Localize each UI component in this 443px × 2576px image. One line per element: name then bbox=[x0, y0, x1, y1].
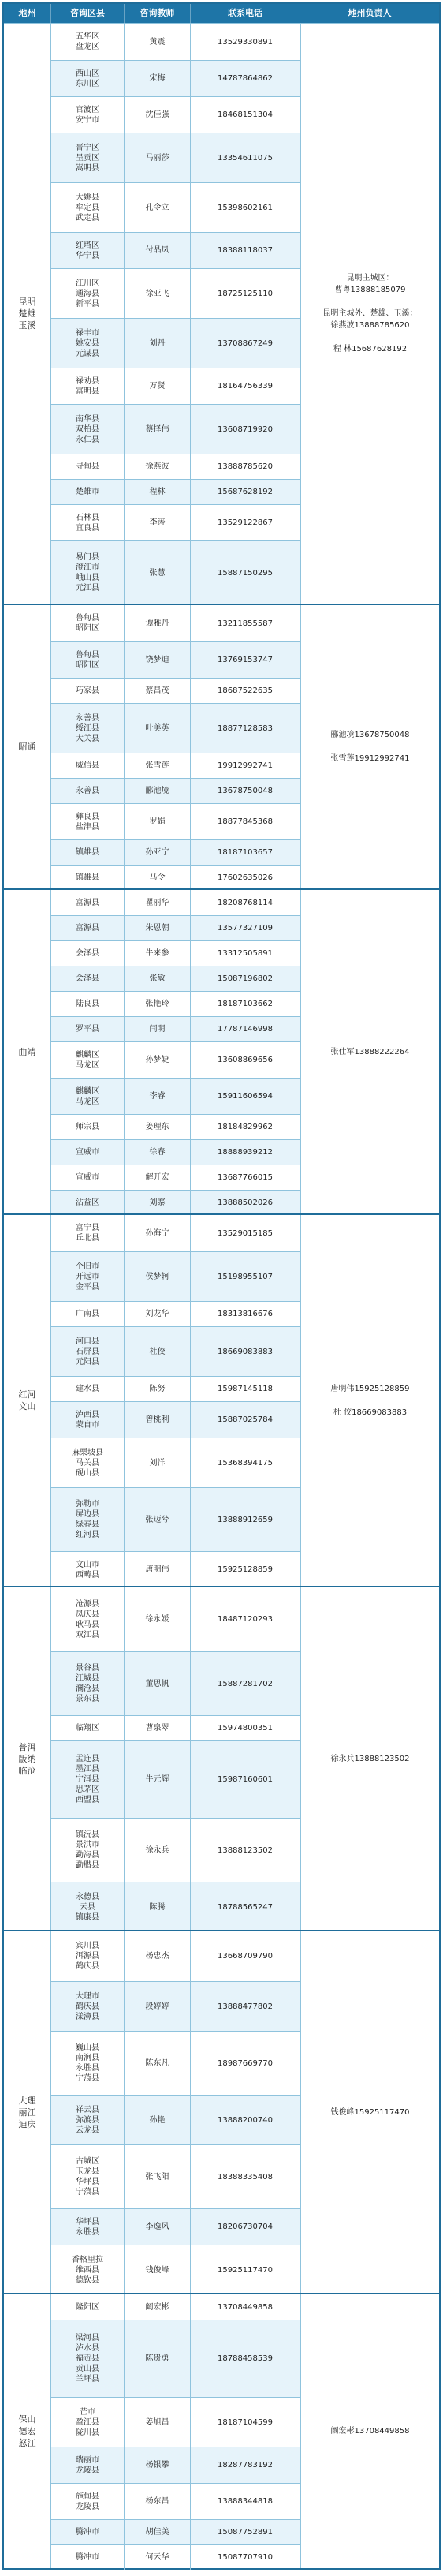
phone-cell: 18468151304 bbox=[191, 97, 300, 133]
phone-cell: 18313816676 bbox=[191, 1302, 300, 1326]
district-cell: 禄丰市 姚安县 元谋县 bbox=[51, 319, 125, 368]
district-cell: 鲁甸县 昭阳区 bbox=[51, 642, 125, 678]
phone-cell: 13888344818 bbox=[191, 2484, 300, 2519]
teacher-cell: 阚宏彬 bbox=[125, 2294, 191, 2320]
teacher-cell: 刘寨 bbox=[125, 1191, 191, 1215]
district-cell: 石林县 宜良县 bbox=[51, 505, 125, 540]
manager-cell: 昆明主城区： 曹粤13888185079 昆明主城外、楚雄、玉溪： 徐燕波13888785620 程 林15687628192 bbox=[300, 24, 439, 604]
district-cell: 大理市 鹤庆县 漾濞县 bbox=[51, 1982, 125, 2031]
phone-cell: 15987145118 bbox=[191, 1377, 300, 1401]
prefecture-cell: 大理 丽江 迪庆 bbox=[4, 1931, 51, 2293]
district-cell: 红塔区 华宁县 bbox=[51, 233, 125, 268]
contact-table bbox=[2, 2, 441, 2570]
phone-cell: 17787146998 bbox=[191, 1017, 300, 1041]
teacher-cell: 杨忠杰 bbox=[125, 1931, 191, 1981]
district-cell: 威信县 bbox=[51, 753, 125, 778]
teacher-cell: 孔令立 bbox=[125, 183, 191, 232]
phone-cell: 13888477802 bbox=[191, 1982, 300, 2031]
teacher-cell: 陈腾 bbox=[125, 1882, 191, 1931]
district-cell: 镇雄县 bbox=[51, 866, 125, 890]
phone-cell: 18184829962 bbox=[191, 1115, 300, 1139]
teacher-cell: 谭雅丹 bbox=[125, 605, 191, 641]
district-cell: 富源县 bbox=[51, 890, 125, 915]
phone-cell: 13608869656 bbox=[191, 1042, 300, 1078]
teacher-cell: 叶美英 bbox=[125, 704, 191, 753]
district-cell: 沾益区 bbox=[51, 1191, 125, 1215]
phone-cell: 13708449858 bbox=[191, 2294, 300, 2320]
teacher-cell: 徐亚飞 bbox=[125, 269, 191, 318]
district-cell: 建水县 bbox=[51, 1377, 125, 1401]
teacher-cell: 张飞阳 bbox=[125, 2145, 191, 2208]
region-group bbox=[4, 1586, 439, 1930]
district-cell: 楚雄市 bbox=[51, 480, 125, 504]
district-cell: 隆阳区 bbox=[51, 2294, 125, 2320]
phone-cell: 18487120293 bbox=[191, 1587, 300, 1651]
manager-cell: 张仕军13888222264 bbox=[300, 890, 439, 1213]
phone-cell: 18877845368 bbox=[191, 804, 300, 839]
teacher-cell: 姜旭昌 bbox=[125, 2398, 191, 2447]
prefecture-cell: 普洱 版纳 临沧 bbox=[4, 1587, 51, 1930]
header-phone: 联系电话 bbox=[191, 4, 300, 23]
district-cell: 芒市 盈江县 陇川县 bbox=[51, 2398, 125, 2447]
district-cell: 麒麟区 马龙区 bbox=[51, 1079, 125, 1114]
teacher-cell: 黄震 bbox=[125, 24, 191, 60]
teacher-cell: 徐燕波 bbox=[125, 454, 191, 479]
phone-cell: 13678750048 bbox=[191, 779, 300, 803]
header-district: 咨询区县 bbox=[51, 4, 125, 23]
header-prefecture: 地州 bbox=[4, 4, 51, 23]
district-cell: 梁河县 泸水县 福贡县 贡山县 兰坪县 bbox=[51, 2320, 125, 2397]
teacher-cell: 蔡昌茂 bbox=[125, 679, 191, 703]
teacher-cell: 万贤 bbox=[125, 368, 191, 404]
teacher-cell: 李涛 bbox=[125, 505, 191, 540]
region-group bbox=[4, 604, 439, 888]
teacher-cell: 张迈兮 bbox=[125, 1488, 191, 1551]
district-cell: 宾川县 洱源县 鹤庆县 bbox=[51, 1931, 125, 1981]
phone-cell: 13529330891 bbox=[191, 24, 300, 60]
phone-cell: 13888785620 bbox=[191, 454, 300, 479]
teacher-cell: 唐明伟 bbox=[125, 1552, 191, 1587]
teacher-cell: 徐春 bbox=[125, 1140, 191, 1165]
district-cell: 香格里拉 维西县 德钦县 bbox=[51, 2245, 125, 2294]
district-cell: 会泽县 bbox=[51, 941, 125, 966]
teacher-cell: 罗娟 bbox=[125, 804, 191, 839]
manager-cell: 钱俊峰15925117470 bbox=[300, 1931, 439, 2293]
teacher-cell: 侯梦轲 bbox=[125, 1252, 191, 1301]
district-cell: 瑞丽市 龙陵县 bbox=[51, 2447, 125, 2483]
district-cell: 大姚县 牟定县 武定县 bbox=[51, 183, 125, 232]
header-teacher: 咨询教师 bbox=[125, 4, 191, 23]
region-group bbox=[4, 2293, 439, 2568]
phone-cell: 15368394175 bbox=[191, 1438, 300, 1487]
district-cell: 巧家县 bbox=[51, 679, 125, 703]
district-cell: 晋宁区 呈贡区 嵩明县 bbox=[51, 133, 125, 182]
phone-cell: 17602635026 bbox=[191, 866, 300, 890]
phone-cell: 13769153747 bbox=[191, 642, 300, 678]
district-cell: 富宁县 丘北县 bbox=[51, 1215, 125, 1251]
district-cell: 鲁甸县 昭阳区 bbox=[51, 605, 125, 641]
teacher-cell: 杨东昌 bbox=[125, 2484, 191, 2519]
phone-cell: 13312505891 bbox=[191, 941, 300, 966]
teacher-cell: 马令 bbox=[125, 866, 191, 890]
district-cell: 易门县 澄江市 峨山县 元江县 bbox=[51, 541, 125, 604]
district-cell: 寻甸县 bbox=[51, 454, 125, 479]
phone-cell: 15887281702 bbox=[191, 1652, 300, 1715]
teacher-cell: 陈贵勇 bbox=[125, 2320, 191, 2397]
teacher-cell: 曹泉翠 bbox=[125, 1716, 191, 1740]
district-cell: 陆良县 bbox=[51, 992, 125, 1016]
district-cell: 江川区 通海县 新平县 bbox=[51, 269, 125, 318]
phone-cell: 18788565247 bbox=[191, 1882, 300, 1931]
district-cell: 永善县 bbox=[51, 779, 125, 803]
phone-cell: 15198955107 bbox=[191, 1252, 300, 1301]
prefecture-cell: 昆明 楚雄 玉溪 bbox=[4, 24, 51, 604]
phone-cell: 18877128583 bbox=[191, 704, 300, 753]
district-cell: 罗平县 bbox=[51, 1017, 125, 1041]
manager-cell: 阚宏彬13708449858 bbox=[300, 2294, 439, 2568]
teacher-cell: 郦池境 bbox=[125, 779, 191, 803]
phone-cell: 18206730704 bbox=[191, 2209, 300, 2245]
manager-cell: 郦池境13678750048 张雪莲19912992741 bbox=[300, 605, 439, 888]
phone-cell: 18388118037 bbox=[191, 233, 300, 268]
phone-cell: 13888200740 bbox=[191, 2096, 300, 2144]
phone-cell: 15911606594 bbox=[191, 1079, 300, 1114]
district-cell: 祥云县 弥渡县 云龙县 bbox=[51, 2096, 125, 2144]
teacher-cell: 杜佼 bbox=[125, 1327, 191, 1376]
table-header bbox=[4, 4, 439, 23]
phone-cell: 18187103662 bbox=[191, 992, 300, 1016]
phone-cell: 13577327109 bbox=[191, 916, 300, 940]
district-cell: 腾冲市 bbox=[51, 2545, 125, 2570]
district-cell: 弥勒市 屏边县 绿春县 红河县 bbox=[51, 1488, 125, 1551]
phone-cell: 18987669770 bbox=[191, 2032, 300, 2095]
teacher-cell: 陈努 bbox=[125, 1377, 191, 1401]
phone-cell: 15087752891 bbox=[191, 2520, 300, 2544]
teacher-cell: 曾桃利 bbox=[125, 1402, 191, 1438]
district-cell: 五华区 盘龙区 bbox=[51, 24, 125, 60]
phone-cell: 18687522635 bbox=[191, 679, 300, 703]
phone-cell: 18187104599 bbox=[191, 2398, 300, 2447]
district-cell: 文山市 西畴县 bbox=[51, 1552, 125, 1587]
phone-cell: 18888939212 bbox=[191, 1140, 300, 1165]
phone-cell: 15887150295 bbox=[191, 541, 300, 604]
phone-cell: 15687628192 bbox=[191, 480, 300, 504]
phone-cell: 18669083883 bbox=[191, 1327, 300, 1376]
district-cell: 临翔区 bbox=[51, 1716, 125, 1740]
phone-cell: 13608719920 bbox=[191, 405, 300, 454]
prefecture-cell: 保山 德宏 怒江 bbox=[4, 2294, 51, 2568]
teacher-cell: 陈东凡 bbox=[125, 2032, 191, 2095]
prefecture-cell: 红河 文山 bbox=[4, 1215, 51, 1586]
district-cell: 官渡区 安宁市 bbox=[51, 97, 125, 133]
district-cell: 古城区 玉龙县 华坪县 宁蒗县 bbox=[51, 2145, 125, 2208]
teacher-cell: 程林 bbox=[125, 480, 191, 504]
teacher-cell: 朱恩朝 bbox=[125, 916, 191, 940]
manager-cell: 徐永兵13888123502 bbox=[300, 1587, 439, 1930]
district-cell: 华坪县 永胜县 bbox=[51, 2209, 125, 2245]
phone-cell: 15925128859 bbox=[191, 1552, 300, 1587]
phone-cell: 15087707910 bbox=[191, 2545, 300, 2570]
teacher-cell: 张敏 bbox=[125, 966, 191, 991]
district-cell: 西山区 东川区 bbox=[51, 61, 125, 96]
phone-cell: 14787864862 bbox=[191, 61, 300, 96]
district-cell: 永德县 云县 镇康县 bbox=[51, 1882, 125, 1931]
teacher-cell: 徐永兵 bbox=[125, 1819, 191, 1882]
region-group bbox=[4, 888, 439, 1213]
phone-cell: 13888502026 bbox=[191, 1191, 300, 1215]
teacher-cell: 沈佳强 bbox=[125, 97, 191, 133]
district-cell: 镇雄县 bbox=[51, 840, 125, 865]
district-cell: 南华县 双柏县 永仁县 bbox=[51, 405, 125, 454]
prefecture-cell: 昭通 bbox=[4, 605, 51, 888]
district-cell: 麻栗坡县 马关县 砚山县 bbox=[51, 1438, 125, 1487]
teacher-cell: 孙艳 bbox=[125, 2096, 191, 2144]
district-cell: 禄劝县 富明县 bbox=[51, 368, 125, 404]
teacher-cell: 张艳玲 bbox=[125, 992, 191, 1016]
teacher-cell: 胡佳美 bbox=[125, 2520, 191, 2544]
region-group bbox=[4, 23, 439, 604]
phone-cell: 15987160601 bbox=[191, 1741, 300, 1818]
phone-cell: 18208768114 bbox=[191, 890, 300, 915]
teacher-cell: 饶梦迪 bbox=[125, 642, 191, 678]
district-cell: 沧源县 凤庆县 耿马县 双江县 bbox=[51, 1587, 125, 1651]
teacher-cell: 李睿 bbox=[125, 1079, 191, 1114]
phone-cell: 13529015185 bbox=[191, 1215, 300, 1251]
teacher-cell: 杨银攀 bbox=[125, 2447, 191, 2483]
teacher-cell: 解开宏 bbox=[125, 1165, 191, 1190]
phone-cell: 13888123502 bbox=[191, 1819, 300, 1882]
teacher-cell: 董思帆 bbox=[125, 1652, 191, 1715]
prefecture-cell: 曲靖 bbox=[4, 890, 51, 1213]
phone-cell: 18725125110 bbox=[191, 269, 300, 318]
teacher-cell: 段婷婷 bbox=[125, 1982, 191, 2031]
teacher-cell: 付晶凤 bbox=[125, 233, 191, 268]
phone-cell: 18164756339 bbox=[191, 368, 300, 404]
teacher-cell: 牛元辉 bbox=[125, 1741, 191, 1818]
region-group bbox=[4, 1213, 439, 1586]
teacher-cell: 闫明 bbox=[125, 1017, 191, 1041]
district-cell: 宣威市 bbox=[51, 1165, 125, 1190]
district-cell: 富源县 bbox=[51, 916, 125, 940]
phone-cell: 15398602161 bbox=[191, 183, 300, 232]
teacher-cell: 刘龙华 bbox=[125, 1302, 191, 1326]
phone-cell: 13888912659 bbox=[191, 1488, 300, 1551]
teacher-cell: 宋梅 bbox=[125, 61, 191, 96]
phone-cell: 13354611075 bbox=[191, 133, 300, 182]
phone-cell: 19912992741 bbox=[191, 753, 300, 778]
teacher-cell: 蔡择伟 bbox=[125, 405, 191, 454]
manager-cell: 唐明伟15925128859 杜 佼18669083883 bbox=[300, 1215, 439, 1586]
teacher-cell: 钱俊峰 bbox=[125, 2245, 191, 2294]
phone-cell: 18788458539 bbox=[191, 2320, 300, 2397]
phone-cell: 15887025784 bbox=[191, 1402, 300, 1438]
teacher-cell: 李逸风 bbox=[125, 2209, 191, 2245]
phone-cell: 13668709790 bbox=[191, 1931, 300, 1981]
phone-cell: 13708867249 bbox=[191, 319, 300, 368]
teacher-cell: 孙亚宁 bbox=[125, 840, 191, 865]
district-cell: 河口县 石屏县 元阳县 bbox=[51, 1327, 125, 1376]
district-cell: 个旧市 开远市 金平县 bbox=[51, 1252, 125, 1301]
phone-cell: 15087196802 bbox=[191, 966, 300, 991]
district-cell: 彝良县 盐津县 bbox=[51, 804, 125, 839]
phone-cell: 15974800351 bbox=[191, 1716, 300, 1740]
phone-cell: 13687766015 bbox=[191, 1165, 300, 1190]
teacher-cell: 姜理东 bbox=[125, 1115, 191, 1139]
district-cell: 师宗县 bbox=[51, 1115, 125, 1139]
teacher-cell: 牛来参 bbox=[125, 941, 191, 966]
phone-cell: 18388335408 bbox=[191, 2145, 300, 2208]
teacher-cell: 刘丹 bbox=[125, 319, 191, 368]
district-cell: 麒麟区 马龙区 bbox=[51, 1042, 125, 1078]
teacher-cell: 刘洋 bbox=[125, 1438, 191, 1487]
district-cell: 腾冲市 bbox=[51, 2520, 125, 2544]
teacher-cell: 孙梦婕 bbox=[125, 1042, 191, 1078]
teacher-cell: 孙海宁 bbox=[125, 1215, 191, 1251]
phone-cell: 18287783192 bbox=[191, 2447, 300, 2483]
teacher-cell: 马丽莎 bbox=[125, 133, 191, 182]
district-cell: 镇沅县 景洪市 勐海县 勐腊县 bbox=[51, 1819, 125, 1882]
district-cell: 广南县 bbox=[51, 1302, 125, 1326]
header-manager: 地州负责人 bbox=[348, 8, 392, 18]
teacher-cell: 何云华 bbox=[125, 2545, 191, 2570]
district-cell: 宣威市 bbox=[51, 1140, 125, 1165]
district-cell: 施甸县 龙陵县 bbox=[51, 2484, 125, 2519]
district-cell: 会泽县 bbox=[51, 966, 125, 991]
district-cell: 永善县 绥江县 大关县 bbox=[51, 704, 125, 753]
teacher-cell: 徐永媛 bbox=[125, 1587, 191, 1651]
teacher-cell: 张雪莲 bbox=[125, 753, 191, 778]
phone-cell: 13529122867 bbox=[191, 505, 300, 540]
district-cell: 泸西县 蒙自市 bbox=[51, 1402, 125, 1438]
teacher-cell: 张慧 bbox=[125, 541, 191, 604]
phone-cell: 13211855587 bbox=[191, 605, 300, 641]
district-cell: 巍山县 南涧县 永胜县 宁蒗县 bbox=[51, 2032, 125, 2095]
phone-cell: 18187103657 bbox=[191, 840, 300, 865]
district-cell: 孟连县 墨江县 宁洱县 思茅区 西盟县 bbox=[51, 1741, 125, 1818]
region-group bbox=[4, 1930, 439, 2293]
district-cell: 景谷县 江城县 澜沧县 景东县 bbox=[51, 1652, 125, 1715]
phone-cell: 15925117470 bbox=[191, 2245, 300, 2294]
teacher-cell: 瞿丽华 bbox=[125, 890, 191, 915]
